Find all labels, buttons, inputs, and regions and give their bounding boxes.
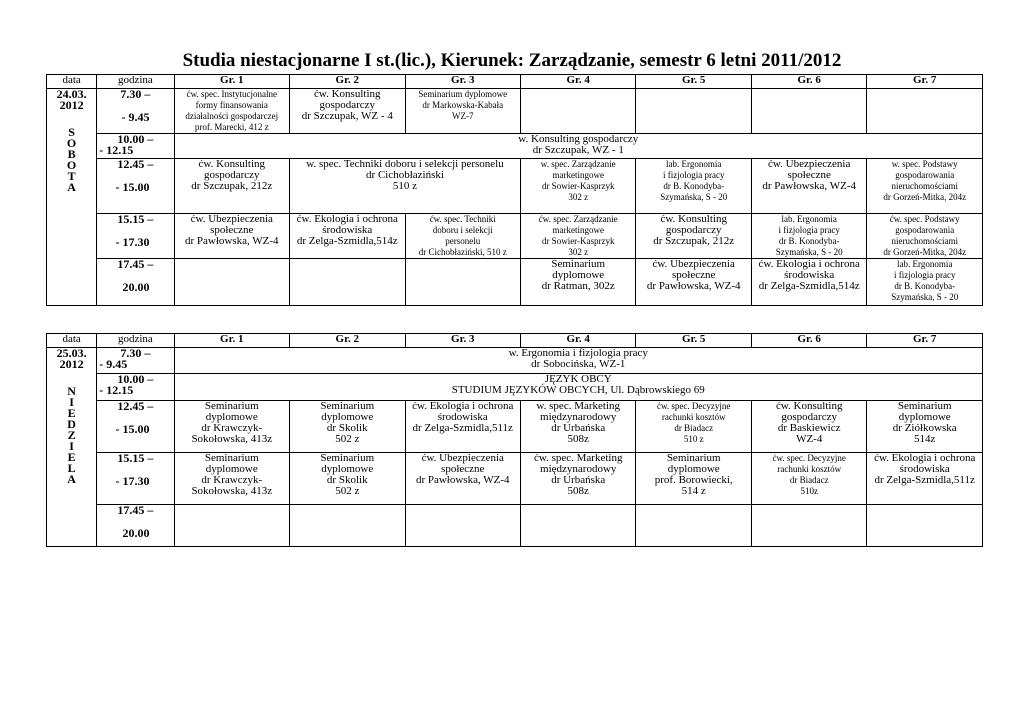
class-cell-all-groups: w. Konsulting gospodarczy dr Szczupak, WZ - 1: [174, 134, 982, 159]
class-cell: Seminarium dyplomowe dr Skolik 502 z: [290, 401, 405, 453]
class-cell: Seminarium dyplomowe dr Markowska-Kabała WZ-7: [405, 89, 520, 134]
header-group-1: Gr. 1: [174, 75, 289, 89]
class-cell: Seminarium dyplomowe dr Krawczyk- Sokołowska, 413z: [174, 453, 289, 505]
class-cell: ćw. Ubezpieczenia społeczne dr Pawłowska, WZ-4: [174, 214, 289, 259]
class-cell: Seminarium dyplomowe prof. Borowiecki, 514 z: [636, 453, 751, 505]
class-cell: ćw. Konsulting gospodarczy dr Baskiewicz WZ-4: [751, 401, 866, 453]
time-slot: 12.45 – - 15.00: [97, 159, 174, 214]
empty-cell: [290, 505, 405, 547]
class-cell: ćw. Ekologia i ochrona środowiska dr Zelga-Szmidla,511z: [405, 401, 520, 453]
header-group-2: Gr. 2: [290, 75, 405, 89]
class-cell: lab. Ergonomia i fizjologia pracy dr B. Konodyba- Szymańska, S - 20: [751, 214, 866, 259]
class-cell: ćw. Ekologia i ochrona środowiska dr Zelga-Szmidla,511z: [867, 453, 983, 505]
empty-cell: [636, 505, 751, 547]
class-cell: Seminarium dyplomowe dr Ratman, 302z: [520, 259, 635, 306]
header-group-4: Gr. 4: [520, 334, 635, 348]
empty-cell: [405, 259, 520, 306]
header-godzina: godzina: [97, 334, 174, 348]
schedule-table-sunday: [46, 333, 983, 547]
header-group-1: Gr. 1: [174, 334, 289, 348]
header-group-4: Gr. 4: [520, 75, 635, 89]
header-group-5: Gr. 5: [636, 75, 751, 89]
class-cell: w. spec. Techniki doboru i selekcji personelu dr Cichobłaziński 510 z: [290, 159, 521, 214]
class-cell: w. spec. Podstawy gospodarowania nieruchomościami dr Gorzeń-Mitka, 204z: [867, 159, 983, 214]
header-group-3: Gr. 3: [405, 75, 520, 89]
empty-cell: [636, 89, 751, 134]
date-cell: 25.03. 2012 N I E D Z I E L A: [47, 348, 97, 547]
class-cell: ćw. spec. Instytucjonalne formy finansowania działalności gospodarczej prof. Marecki, 412 z: [174, 89, 289, 134]
time-slot: 7.30 – - 9.45: [97, 89, 174, 134]
header-group-6: Gr. 6: [751, 334, 866, 348]
empty-cell: [174, 505, 289, 547]
time-slot: 12.45 – - 15.00: [97, 401, 174, 453]
class-cell: w. spec. Zarządzanie marketingowe dr Sowier-Kasprzyk 302 z: [520, 159, 635, 214]
header-group-7: Gr. 7: [867, 334, 983, 348]
schedule-table-saturday: [46, 74, 983, 306]
header-group-7: Gr. 7: [867, 75, 983, 89]
class-cell: Seminarium dyplomowe dr Krawczyk- Sokołowska, 413z: [174, 401, 289, 453]
time-slot: 17.45 – 20.00: [97, 505, 174, 547]
table-row: [47, 374, 983, 401]
page-title: Studia niestacjonarne I st.(lic.), Kierunek: Zarządzanie, semestr 6 letni 2011/2012: [182, 50, 842, 71]
table-row: [47, 505, 983, 547]
class-cell: lab. Ergonomia i fizjologia pracy dr B. Konodyba- Szymańska, S - 20: [867, 259, 983, 306]
table-row: [47, 401, 983, 453]
table-row: [47, 259, 983, 306]
class-cell: ćw. Konsulting gospodarczy dr Szczupak, 212z: [174, 159, 289, 214]
class-cell: ćw. spec. Techniki doboru i selekcji personelu dr Cichobłaziński, 510 z: [405, 214, 520, 259]
header-data: data: [47, 75, 97, 89]
class-cell: ćw. Ekologia i ochrona środowiska dr Zelga-Szmidla,514z: [290, 214, 405, 259]
class-cell: ćw. Ubezpieczenia społeczne dr Pawłowska, WZ-4: [751, 159, 866, 214]
class-cell: ćw. Ekologia i ochrona środowiska dr Zelga-Szmidla,514z: [751, 259, 866, 306]
table-header-row: [47, 334, 983, 348]
class-cell: w. spec. Marketing międzynarodowy dr Urbańska 508z: [520, 401, 635, 453]
class-cell: ćw. spec. Decyzyjne rachunki kosztów dr Biadacz 510 z: [636, 401, 751, 453]
empty-cell: [520, 505, 635, 547]
table-row: [47, 159, 983, 214]
header-group-3: Gr. 3: [405, 334, 520, 348]
table-row: [47, 89, 983, 134]
empty-cell: [290, 259, 405, 306]
class-cell: ćw. spec. Marketing międzynarodowy dr Urbańska 508z: [520, 453, 635, 505]
empty-cell: [751, 505, 866, 547]
header-group-5: Gr. 5: [636, 334, 751, 348]
empty-cell: [867, 89, 983, 134]
empty-cell: [174, 259, 289, 306]
class-cell-all-groups: w. Ergonomia i fizjologia pracy dr Sobocińska, WZ-1: [174, 348, 982, 374]
class-cell: Seminarium dyplomowe dr Skolik 502 z: [290, 453, 405, 505]
class-cell: ćw. Konsulting gospodarczy dr Szczupak, WZ - 4: [290, 89, 405, 134]
table-row: [47, 348, 983, 374]
class-cell: lab. Ergonomia i fizjologia pracy dr B. Konodyba- Szymańska, S - 20: [636, 159, 751, 214]
time-slot: 15.15 – - 17.30: [97, 453, 174, 505]
empty-cell: [520, 89, 635, 134]
header-data: data: [47, 334, 97, 348]
time-slot: 17.45 – 20.00: [97, 259, 174, 306]
header-godzina: godzina: [97, 75, 174, 89]
class-cell: ćw. Ubezpieczenia społeczne dr Pawłowska, WZ-4: [636, 259, 751, 306]
empty-cell: [751, 89, 866, 134]
table-header-row: [47, 75, 983, 89]
class-cell-all-groups: JĘZYK OBCY STUDIUM JĘZYKÓW OBCYCH, Ul. Dąbrowskiego 69: [174, 374, 982, 401]
empty-cell: [405, 505, 520, 547]
header-group-6: Gr. 6: [751, 75, 866, 89]
class-cell: ćw. spec. Podstawy gospodarowania nieruchomościami dr Gorzeń-Mitka, 204z: [867, 214, 983, 259]
date-cell: 24.03. 2012 S O B O T A: [47, 89, 97, 306]
time-slot: 15.15 – - 17.30: [97, 214, 174, 259]
class-cell: Seminarium dyplomowe dr Ziółkowska 514z: [867, 401, 983, 453]
time-slot: 10.00 – - 12.15: [97, 134, 174, 159]
time-slot: 7.30 – - 9.45: [97, 348, 174, 374]
class-cell: ćw. Konsulting gospodarczy dr Szczupak, 212z: [636, 214, 751, 259]
table-row: [47, 453, 983, 505]
table-row: [47, 214, 983, 259]
time-slot: 10.00 – - 12.15: [97, 374, 174, 401]
table-row: [47, 134, 983, 159]
class-cell: ćw. spec. Decyzyjne rachunki kosztów dr Biadacz 510z: [751, 453, 866, 505]
empty-cell: [867, 505, 983, 547]
class-cell: ćw. Ubezpieczenia społeczne dr Pawłowska, WZ-4: [405, 453, 520, 505]
class-cell: ćw. spec. Zarządzanie marketingowe dr Sowier-Kasprzyk 302 z: [520, 214, 635, 259]
header-group-2: Gr. 2: [290, 334, 405, 348]
